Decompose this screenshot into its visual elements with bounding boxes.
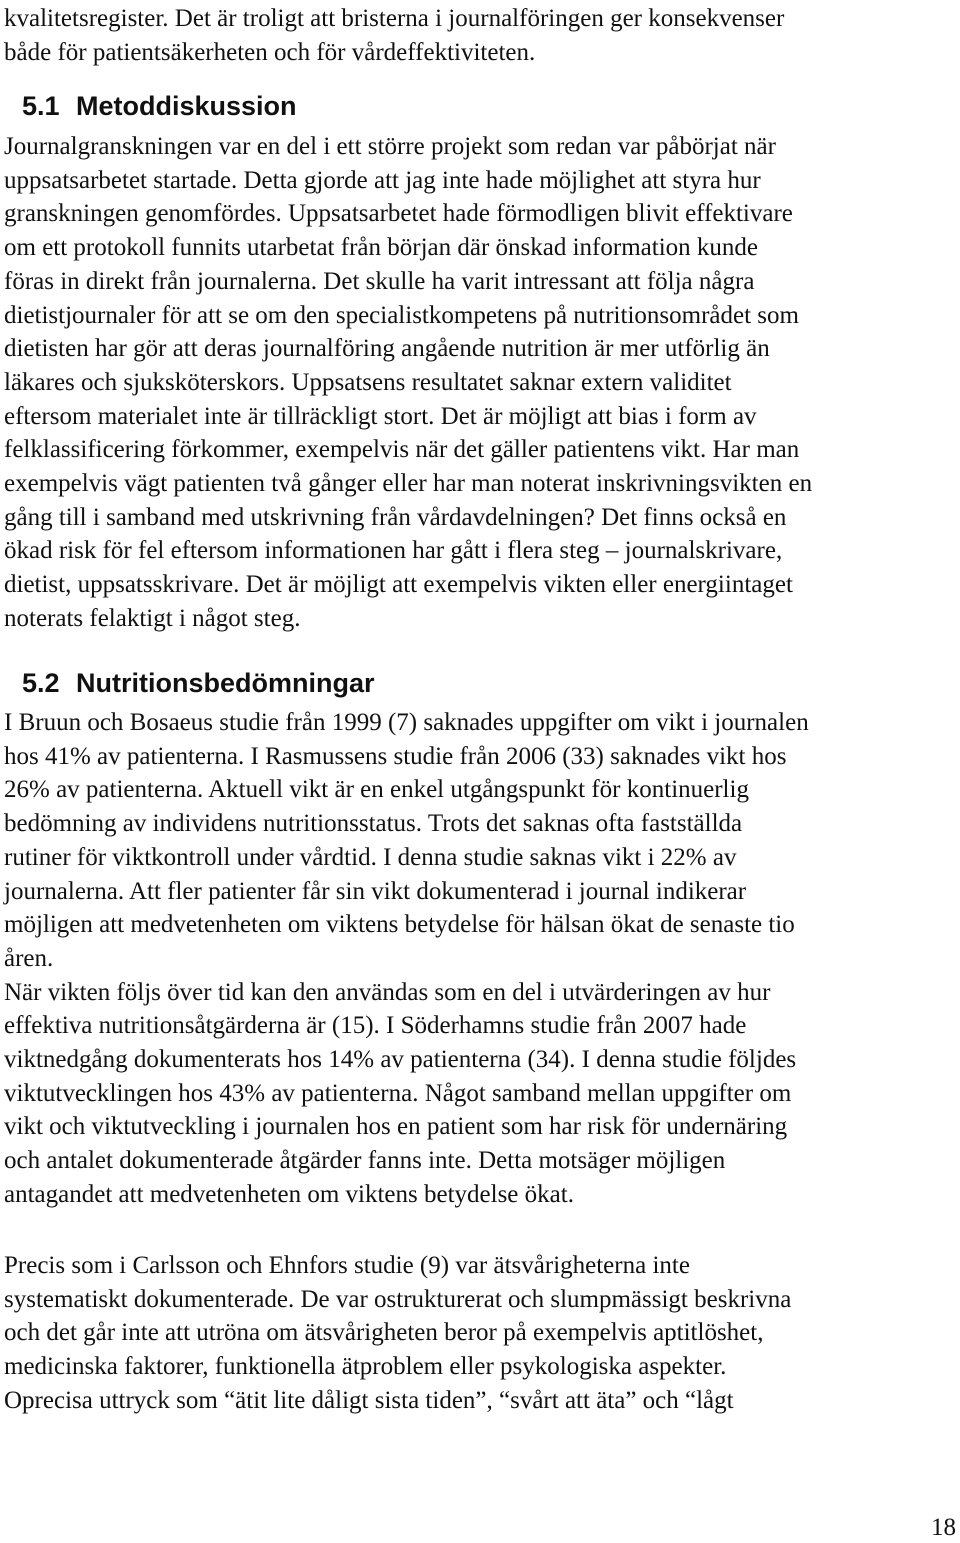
text-line: viktnedgång dokumenterats hos 14% av patienterna (34). I denna studie följdes xyxy=(4,1046,797,1074)
text-line: 26% av patienterna. Aktuell vikt är en enkel utgångspunkt för kontinuerlig xyxy=(4,776,749,804)
paragraph-nutritionsbedomningar xyxy=(4,706,956,1212)
text-line: både för patientsäkerheten och för vårdeffektiviteten. xyxy=(4,38,536,66)
text-line: dietist, uppsatsskrivare. Det är möjligt att exempelvis vikten eller energiintaget xyxy=(4,571,793,599)
text-line: kvalitetsregister. Det är troligt att bristerna i journalföringen ger konsekvenser xyxy=(4,5,785,32)
page-number: 18 xyxy=(931,1514,956,1541)
text-line: och antalet dokumenterade åtgärder fanns inte. Detta motsäger möjligen xyxy=(4,1147,726,1175)
text-line: hos 41% av patienterna. I Rasmussens studie från 2006 (33) saknades vikt hos xyxy=(4,742,787,770)
section-heading-5-1 xyxy=(4,89,297,123)
text-line: viktutvecklingen hos 43% av patienterna. Något samband mellan uppgifter om xyxy=(4,1079,792,1107)
text-line: eftersom materialet inte är tillräckligt stort. Det är möjligt att bias i form av xyxy=(4,402,757,430)
text-line: antagandet att medvetenheten om viktens betydelse ökat. xyxy=(4,1180,574,1208)
text-line: dietistjournaler för att se om den specialistkompetens på nutritionsområdet som xyxy=(4,301,799,329)
section-title: Nutritionsbedömningar xyxy=(76,668,375,698)
text-line: granskningen genomfördes. Uppsatsarbetet hade förmodligen blivit effektivare xyxy=(4,200,793,228)
text-line: rutiner för viktkontroll under vårdtid. I denna studie saknas vikt i 22% av xyxy=(4,843,737,871)
text-line: bedömning av individens nutritionsstatus. Trots det saknas ofta fastställda xyxy=(4,810,743,838)
text-line: I Bruun och Bosaeus studie från 1999 (7) saknades uppgifter om vikt i journalen xyxy=(4,709,809,736)
paragraph-atsvarigheter xyxy=(4,1249,956,1418)
text-line: ökad risk för fel eftersom informationen har gått i flera steg – journalskrivare, xyxy=(4,537,783,565)
text-line: journalerna. Att fler patienter får sin vikt dokumenterad i journal indikerar xyxy=(4,877,747,905)
section-heading-5-2 xyxy=(4,666,375,700)
text-line: vikt och viktutveckling i journalen hos en patient som har risk för undernäring xyxy=(4,1113,788,1141)
text-line: och det går inte att utröna om ätsvårigheten beror på exempelvis aptitlöshet, xyxy=(4,1319,764,1347)
text-line: medicinska faktorer, funktionella ätproblem eller psykologiska aspekter. xyxy=(4,1353,727,1381)
text-line: noterats felaktigt i något steg. xyxy=(4,604,301,632)
paragraph-metoddiskussion xyxy=(4,130,956,636)
text-line: systematiskt dokumenterade. De var ostrukturerat och slumpmässigt beskrivna xyxy=(4,1285,792,1313)
text-line: effektiva nutritionsåtgärderna är (15). I Söderhamns studie från 2007 hade xyxy=(4,1012,747,1040)
text-line: uppsatsarbetet startade. Detta gjorde att jag inte hade möjlighet att styra hur xyxy=(4,166,761,194)
text-line: När vikten följs över tid kan den användas som en del i utvärderingen av hur xyxy=(4,978,771,1006)
text-line: Oprecisa uttryck som “ätit lite dåligt sista tiden”, “svårt att äta” och “lågt xyxy=(4,1386,734,1414)
text-line: Journalgranskningen var en del i ett större projekt som redan var påbörjat när xyxy=(4,133,776,160)
text-line: Precis som i Carlsson och Ehnfors studie (9) var ätsvårigheterna inte xyxy=(4,1252,690,1279)
section-number: 5.2 xyxy=(22,668,60,698)
text-line: möjligen att medvetenheten om viktens betydelse för hälsan ökat de senaste tio xyxy=(4,911,795,939)
text-line: felklassificering förkommer, exempelvis när det gäller patientens vikt. Har man xyxy=(4,436,800,464)
text-line: åren. xyxy=(4,944,54,972)
text-line: exempelvis vägt patienten två gånger eller har man noterat inskrivningsvikten en xyxy=(4,470,813,498)
text-line: om ett protokoll funnits utarbetat från början där önskad information kunde xyxy=(4,234,758,262)
text-line: dietisten har gör att deras journalföring angående nutrition är mer utförlig än xyxy=(4,335,770,363)
paragraph-intro xyxy=(4,2,956,69)
section-number: 5.1 xyxy=(22,91,60,121)
text-line: föras in direkt från journalerna. Det skulle ha varit intressant att följa några xyxy=(4,267,755,295)
section-title: Metoddiskussion xyxy=(76,91,297,121)
text-line: gång till i samband med utskrivning från vårdavdelningen? Det finns också en xyxy=(4,503,787,531)
text-line: läkares och sjuksköterskors. Uppsatsens resultatet saknar extern validitet xyxy=(4,368,732,396)
